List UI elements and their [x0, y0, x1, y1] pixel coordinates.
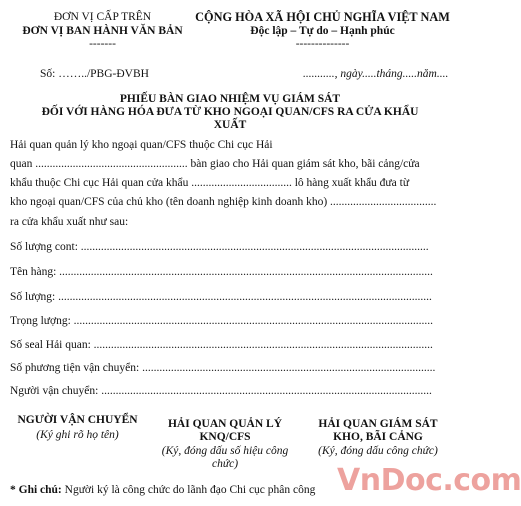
footnote-label: * Ghi chú:	[10, 484, 62, 496]
footnote	[10, 483, 315, 497]
issuing-authority-parent: ĐƠN VỊ CẤP TRÊN	[53, 11, 152, 23]
body-line-2: quan ..................................................... bàn giao cho Hải quan giám sát kho, bãi cảng/cửa	[10, 158, 420, 170]
signature-supervising-customs-title-1: HẢI QUAN GIÁM SÁT	[318, 418, 438, 430]
national-title: CỘNG HÒA XÃ HỘI CHỦ NGHĨA VIỆT NAM	[195, 10, 450, 24]
signature-supervising-customs-title-2: KHO, BÃI CẢNG	[333, 431, 423, 443]
national-motto: Độc lập – Tự do – Hạnh phúc	[250, 25, 395, 37]
signature-bonded-customs-title-2: KNQ/CFS	[199, 431, 251, 443]
document-number: Số: ……../PBG-ĐVBH	[40, 68, 149, 80]
watermark-logo: VnDoc.com	[337, 463, 521, 498]
signature-bonded-customs-note-1: (Ký, đóng dấu số hiệu công	[161, 445, 289, 457]
field-goods-name: Tên hàng: ..................................................................................................................................	[10, 266, 433, 278]
document-title-line3: XUẤT	[213, 119, 247, 131]
signature-bonded-customs-note-2: chức)	[211, 458, 239, 470]
field-customs-seal: Số seal Hải quan: ......................................................................................................................	[10, 339, 433, 351]
field-transporter: Người vận chuyển: ...................................................................................................................	[10, 385, 432, 397]
signature-supervising-customs-note: (Ký, đóng dấu công chức)	[318, 445, 438, 457]
issuing-authority: ĐƠN VỊ BAN HÀNH VĂN BẢN	[22, 25, 183, 37]
document-title-line1: PHIẾU BÀN GIAO NHIỆM VỤ GIÁM SÁT	[119, 93, 341, 105]
field-weight: Trọng lượng: .............................................................................................................................	[10, 315, 434, 327]
footnote-text: Người ký là công chức do lãnh đạo Chi cục phân công	[61, 484, 316, 496]
field-vehicle-number: Số phương tiện vận chuyển: ......................................................................................................	[10, 362, 436, 374]
left-header-rule: -------	[89, 38, 116, 50]
signature-transporter-title: NGƯỜI VẬN CHUYỂN	[17, 414, 138, 426]
field-quantity: Số lượng: ..................................................................................................................................	[10, 291, 432, 303]
body-line-4: kho ngoại quan/CFS của chủ kho (tên doanh nghiệp kinh doanh kho) .....................................	[10, 196, 437, 208]
field-container-count: Số lượng cont: .........................................................................................................................	[10, 241, 429, 253]
body-line-1: Hải quan quản lý kho ngoại quan/CFS thuộc Chi cục Hải	[10, 139, 273, 151]
body-line-5: ra cửa khẩu xuất như sau:	[10, 216, 129, 228]
signature-transporter-note: (Ký ghi rõ họ tên)	[36, 429, 119, 441]
body-line-3: khẩu thuộc Chi cục Hải quan cửa khẩu ................................... lô hàng xuất khẩu đưa từ	[10, 177, 410, 189]
document-title-line2: ĐỐI VỚI HÀNG HÓA ĐƯA TỪ KHO NGOẠI QUAN/CFS RA CỬA KHẨU	[41, 106, 419, 118]
right-header-rule: --------------	[295, 38, 350, 50]
signature-bonded-customs-title-1: HẢI QUAN QUẢN LÝ	[167, 418, 283, 430]
date-line: ..........., ngày.....tháng.....năm....	[303, 68, 449, 80]
